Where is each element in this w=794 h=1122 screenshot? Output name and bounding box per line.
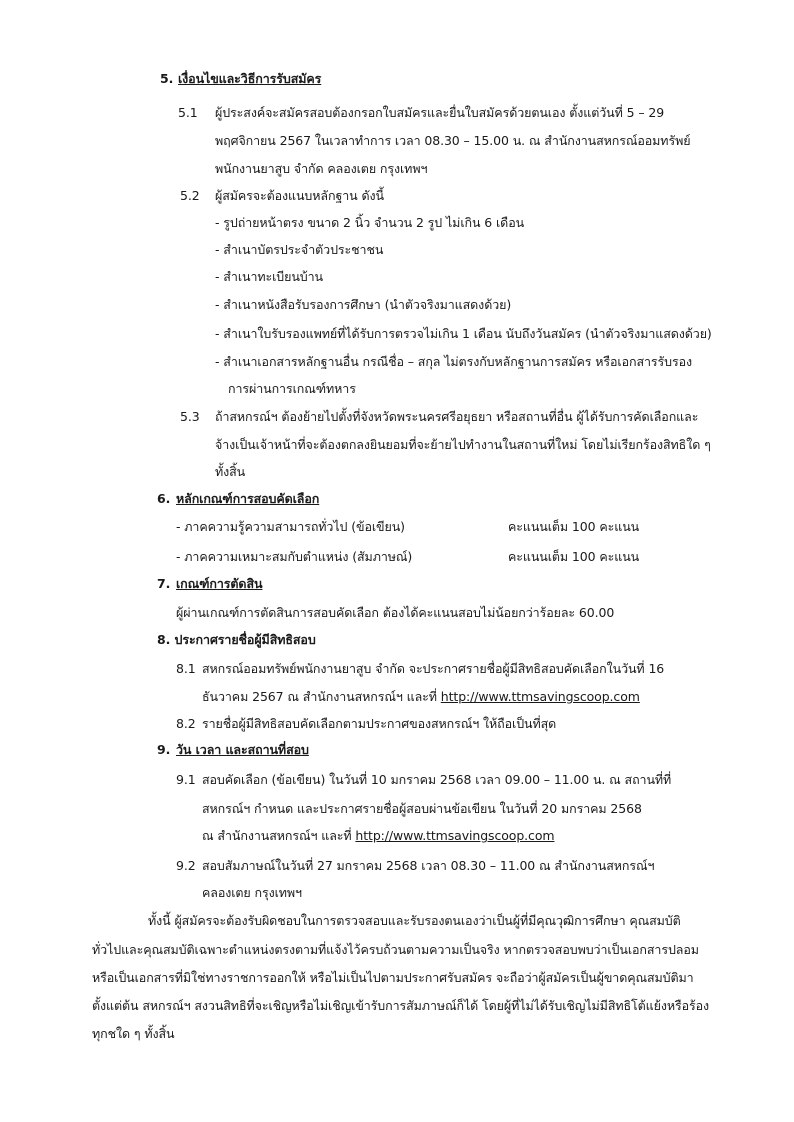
item-5-3-line-1: ถ้าสหกรณ์ฯ ต้องย้ายไปตั้งที่จังหวัดพระนครศรีอยุธยา หรือสถานที่อื่น ผู้ได้รับการคัดเลือกและ [215,409,699,424]
section-6-heading: หลักเกณฑ์การสอบคัดเลือก [176,491,320,506]
criteria-score: คะแนนเต็ม 100 คะแนน [508,549,640,564]
item-5-1-line-2: พฤศจิกายน 2567 ในเวลาทำการ เวลา 08.30 – 15.00 น. ณ สำนักงานสหกรณ์ออมทรัพย์ [215,133,691,148]
section-7-number: 7. [157,576,171,591]
document-item: - สำเนาบัตรประจำตัวประชาชน [215,242,384,257]
closing-line-2: ทั่วไปและคุณสมบัติเฉพาะตำแหน่งตรงตามที่แจ้งไว้ครบถ้วนตามความเป็นจริง หากตรวจสอบพบว่าเป็นเอกสารปลอม [92,942,699,957]
item-8-1-line-2 [202,688,640,706]
item-5-1-line-3: พนักงานยาสูบ จำกัด คลองเตย กรุงเทพฯ [215,161,428,176]
section-7-text: ผู้ผ่านเกณฑ์การตัดสินการสอบคัดเลือก ต้องได้คะแนนสอบไม่น้อยกว่าร้อยละ 60.00 [176,605,615,620]
document-item: - สำเนาใบรับรองแพทย์ที่ได้รับการตรวจไม่เกิน 1 เดือน นับถึงวันสมัคร (นำตัวจริงมาแสดงด้วย) [215,326,712,341]
section-7-heading: เกณฑ์การตัดสิน [176,576,263,591]
item-5-3-line-3: ทั้งสิ้น [215,464,246,479]
section-9-number: 9. [157,742,171,757]
website-link[interactable]: http://www.ttmsavingscoop.com [440,689,640,704]
section-9-heading: วัน เวลา และสถานที่สอบ [176,742,309,757]
item-9-2-line-1: สอบสัมภาษณ์ในวันที่ 27 มกราคม 2568 เวลา 08.30 – 11.00 ณ สำนักงานสหกรณ์ฯ [202,858,655,873]
item-5-1-line-1: ผู้ประสงค์จะสมัครสอบต้องกรอกใบสมัครและยื่นใบสมัครด้วยตนเอง ตั้งแต่วันที่ 5 – 29 [215,105,665,120]
section-5-number: 5. [160,71,174,86]
item-9-1-line-3 [202,827,554,845]
item-5-2-text: ผู้สมัครจะต้องแนบหลักฐาน ดังนี้ [215,188,384,203]
item-8-1-line-1: สหกรณ์ออมทรัพย์พนักงานยาสูบ จำกัด จะประกาศรายชื่อผู้มีสิทธิสอบคัดเลือกในวันที่ 16 [202,661,665,676]
item-9-1-line-3-text: ณ สำนักงานสหกรณ์ฯ และที่ [202,828,356,843]
website-link[interactable]: http://www.ttmsavingscoop.com [355,828,555,843]
closing-line-5: ทุกชใด ๆ ทั้งสิ้น [92,1026,175,1041]
item-5-1-number: 5.1 [178,105,198,120]
closing-line-4: ตั้งแต่ต้น สหกรณ์ฯ สงวนสิทธิที่จะเชิญหรือไม่เชิญเข้ารับการสัมภาษณ์ก็ได้ โดยผู้ที่ไม่ได้รับเชิญไม่มีสิทธิโต้แย้งหรือร้อง [92,998,710,1013]
item-5-3-number: 5.3 [180,409,200,424]
criteria-label: - ภาคความรู้ความสามารถทั่วไป (ข้อเขียน) [176,519,405,534]
item-9-1-line-2: สหกรณ์ฯ กำหนด และประกาศรายชื่อผู้สอบผ่านข้อเขียน ในวันที่ 20 มกราคม 2568 [202,801,642,816]
section-6-number: 6. [157,491,171,506]
item-9-2-line-2: คลองเตย กรุงเทพฯ [202,885,302,900]
document-item-continuation: การผ่านการเกณฑ์ทหาร [228,381,356,396]
item-8-2-number: 8.2 [176,716,196,731]
item-9-1-line-1: สอบคัดเลือก (ข้อเขียน) ในวันที่ 10 มกราคม 2568 เวลา 09.00 – 11.00 น. ณ สถานที่ที่ [202,772,672,787]
criteria-label: - ภาคความเหมาะสมกับตำแหน่ง (สัมภาษณ์) [176,549,413,564]
closing-line-3: หรือเป็นเอกสารที่มิใช่ทางราชการออกให้ หรือไม่เป็นไปตามประกาศรับสมัคร จะถือว่าผู้สมัครเป็นผู้ขาดคุณสมบัติมา [92,970,694,985]
item-8-1-line-2-text: ธันวาคม 2567 ณ สำนักงานสหกรณ์ฯ และที่ [202,689,441,704]
item-8-2-text: รายชื่อผู้มีสิทธิสอบคัดเลือกตามประกาศของสหกรณ์ฯ ให้ถือเป็นที่สุด [202,716,557,731]
item-9-2-number: 9.2 [176,858,196,873]
document-item: - สำเนาทะเบียนบ้าน [215,269,323,284]
document-item: - สำเนาหนังสือรับรองการศึกษา (นำตัวจริงมาแสดงด้วย) [215,297,512,312]
item-5-3-line-2: จ้างเป็นเจ้าหน้าที่จะต้องตกลงยินยอมที่จะย้ายไปทำงานในสถานที่ใหม่ โดยไม่เรียกร้องสิทธิใด ๆ [215,437,711,452]
document-item: - รูปถ่ายหน้าตรง ขนาด 2 นิ้ว จำนวน 2 รูป ไม่เกิน 6 เดือน [215,215,525,230]
item-5-2-number: 5.2 [180,188,200,203]
document-item: - สำเนาเอกสารหลักฐานอื่น กรณีชื่อ – สกุล ไม่ตรงกับหลักฐานการสมัคร หรือเอกสารรับรอง [215,354,692,369]
section-8-heading: 8. ประกาศรายชื่อผู้มีสิทธิสอบ [157,632,316,647]
item-8-1-number: 8.1 [176,661,196,676]
closing-line-1: ทั้งนี้ ผู้สมัครจะต้องรับผิดชอบในการตรวจสอบและรับรองตนเองว่าเป็นผู้ที่มีคุณวุฒิการศึกษา คุณสมบัติ [148,913,681,928]
section-5-heading: เงื่อนไขและวิธีการรับสมัคร [178,71,322,86]
criteria-score: คะแนนเต็ม 100 คะแนน [508,519,640,534]
item-9-1-number: 9.1 [176,772,196,787]
